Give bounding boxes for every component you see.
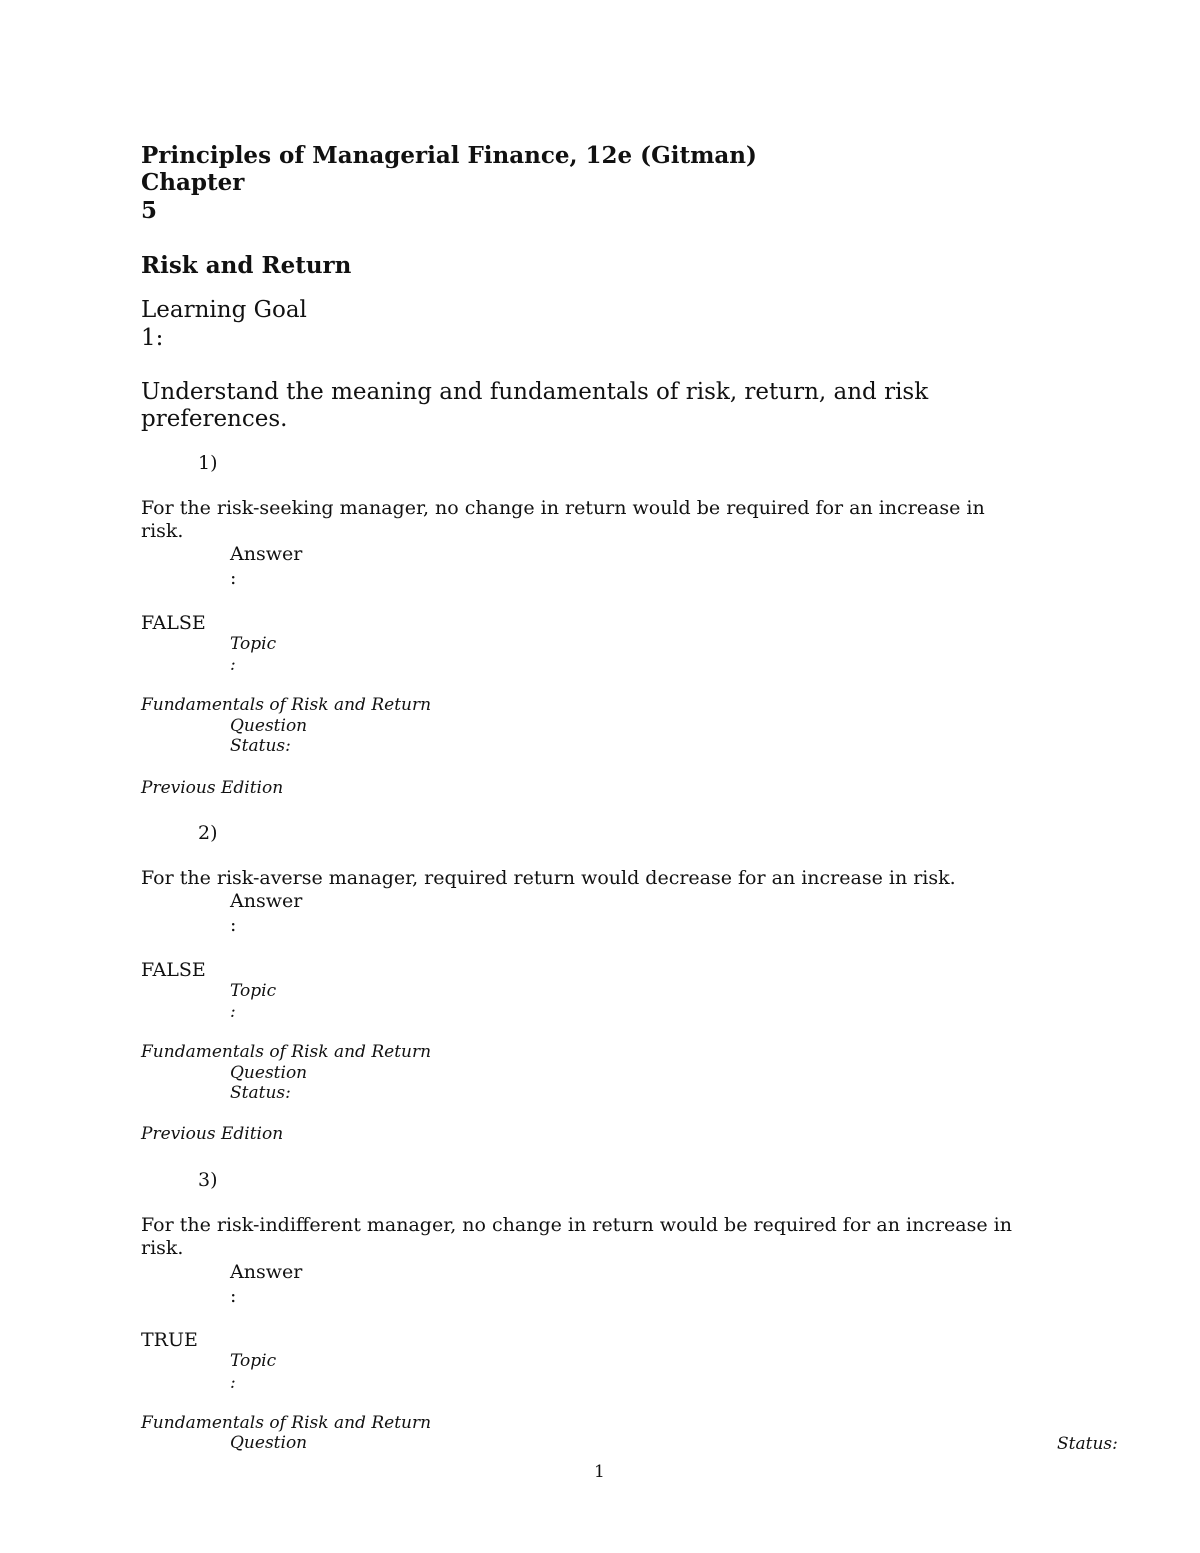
question-status-label: Question	[230, 1433, 308, 1453]
chapter-title: Risk and Return	[141, 252, 352, 279]
status-value: Previous Edition	[141, 1124, 284, 1144]
answer-label: Answer	[230, 1261, 303, 1283]
answer-value: FALSE	[141, 959, 206, 981]
topic-value: Fundamentals of Risk and Return	[141, 695, 432, 715]
answer-colon: :	[230, 914, 237, 936]
answer-colon: :	[230, 567, 237, 589]
question-text-line2: risk.	[141, 1237, 184, 1259]
question-number: 2)	[198, 822, 218, 844]
learning-goal-number: 1:	[141, 325, 164, 351]
status-label: Status:	[1057, 1434, 1118, 1454]
topic-value: Fundamentals of Risk and Return	[141, 1413, 432, 1433]
learning-goal-label: Learning Goal	[141, 297, 307, 323]
question-number: 3)	[198, 1169, 218, 1191]
document-title: Principles of Managerial Finance, 12e (Gitman)	[141, 142, 757, 169]
answer-label: Answer	[230, 543, 303, 565]
learning-goal-statement-line1: Understand the meaning and fundamentals of risk, return, and risk	[141, 379, 929, 405]
topic-colon: :	[230, 1373, 236, 1393]
status-label: Status:	[230, 1083, 291, 1103]
topic-label: Topic	[230, 634, 277, 654]
answer-value: TRUE	[141, 1329, 198, 1351]
answer-value: FALSE	[141, 612, 206, 634]
topic-value: Fundamentals of Risk and Return	[141, 1042, 432, 1062]
question-status-label: Question	[230, 716, 308, 736]
answer-colon: :	[230, 1285, 237, 1307]
topic-label: Topic	[230, 1351, 277, 1371]
topic-label: Topic	[230, 981, 277, 1001]
page-number: 1	[594, 1462, 605, 1482]
question-text-line1: For the risk-averse manager, required return would decrease for an increase in risk.	[141, 867, 956, 889]
topic-colon: :	[230, 1002, 236, 1022]
chapter-number: 5	[141, 197, 158, 224]
topic-colon: :	[230, 655, 236, 675]
question-status-label: Question	[230, 1063, 308, 1083]
question-number: 1)	[198, 452, 218, 474]
learning-goal-statement-line2: preferences.	[141, 406, 288, 432]
question-text-line2: risk.	[141, 520, 184, 542]
question-text-line1: For the risk-indifferent manager, no change in return would be required for an increase in	[141, 1214, 1012, 1236]
status-value: Previous Edition	[141, 778, 284, 798]
status-label: Status:	[230, 736, 291, 756]
chapter-label: Chapter	[141, 169, 245, 196]
question-text-line1: For the risk-seeking manager, no change in return would be required for an increase in	[141, 497, 985, 519]
answer-label: Answer	[230, 890, 303, 912]
